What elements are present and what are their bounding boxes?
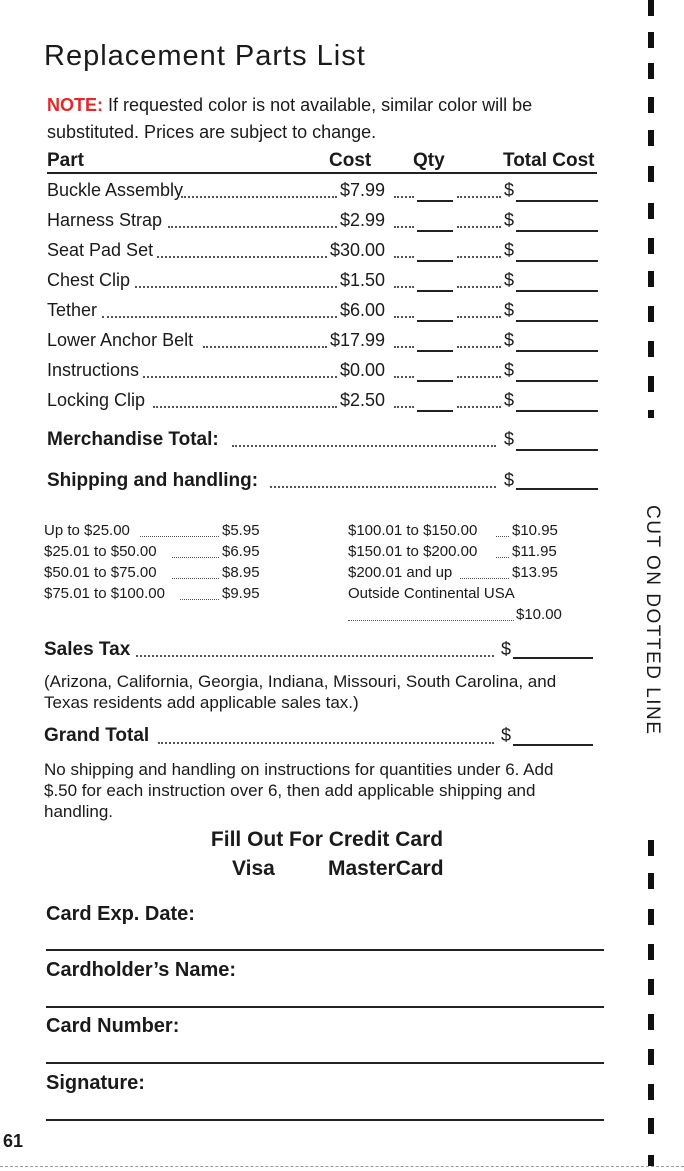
rate-price: $13.95 [512, 564, 558, 581]
grand-total-dollar: $ [501, 725, 512, 745]
rate-price: $6.95 [222, 543, 260, 560]
total-cost-field[interactable] [516, 320, 598, 322]
total-cost-field[interactable] [516, 350, 598, 352]
grand-total-dots [158, 742, 494, 744]
part-cost: $17.99 [330, 330, 386, 350]
header-cost: Cost [329, 150, 372, 171]
rate-dots [496, 557, 509, 558]
note-label: NOTE: [47, 95, 103, 115]
part-cost: $6.00 [340, 300, 386, 320]
shipping-rate-row [44, 585, 272, 602]
signature-field[interactable] [46, 1119, 604, 1121]
part-cost: $0.00 [340, 360, 386, 380]
header-part: Part [47, 150, 84, 171]
rate-price: $5.95 [222, 522, 260, 539]
total-dollar: $ [504, 240, 515, 260]
cardholder-name-field[interactable] [46, 1006, 604, 1008]
cut-dash [648, 1118, 654, 1134]
rate-range: $75.01 to $100.00 [44, 585, 165, 602]
merchandise-total-label: Merchandise Total: [47, 429, 219, 450]
cut-dash [648, 1084, 654, 1100]
shipping-rate-row [348, 543, 562, 560]
cut-dash [648, 63, 654, 79]
qty-dots [394, 286, 414, 288]
part-name: Lower Anchor Belt [47, 330, 194, 350]
cardholder-name-label: Cardholder’s Name: [46, 959, 237, 981]
cut-dash [648, 130, 654, 146]
part-cost: $30.00 [330, 240, 386, 260]
cut-dash [648, 1049, 654, 1065]
total-dots [457, 346, 501, 348]
qty-field[interactable] [417, 230, 453, 232]
sales-tax-dots [136, 655, 494, 657]
card-exp-date-field[interactable] [46, 949, 604, 951]
shipping-rate-row [44, 543, 272, 560]
shipping-field[interactable] [516, 488, 598, 490]
merchandise-total-dots [232, 445, 496, 447]
qty-field[interactable] [417, 260, 453, 262]
part-cost: $1.50 [340, 270, 386, 290]
card-number-label: Card Number: [46, 1015, 180, 1037]
part-name: Tether [47, 300, 98, 320]
total-dollar: $ [504, 270, 515, 290]
qty-dots [394, 346, 414, 348]
part-name: Locking Clip [47, 390, 146, 410]
part-row [47, 390, 599, 416]
part-dots [153, 406, 337, 408]
rate-range: $150.01 to $200.00 [348, 543, 478, 560]
note-paragraph [47, 92, 577, 146]
qty-dots [394, 316, 414, 318]
cut-dash [648, 341, 654, 357]
shipping-rate-row [348, 522, 562, 539]
qty-dots [394, 196, 414, 198]
cut-dash [648, 1014, 654, 1030]
total-dollar: $ [504, 390, 515, 410]
part-name: Buckle Assembly [47, 180, 184, 200]
cut-dash [648, 0, 654, 16]
cut-dash [648, 203, 654, 219]
cut-dash [648, 271, 654, 287]
rate-range: $50.01 to $75.00 [44, 564, 157, 581]
shipping-dots [270, 486, 496, 488]
part-row [47, 330, 599, 356]
grand-total-label: Grand Total [44, 725, 150, 746]
merchandise-dollar: $ [504, 429, 515, 449]
shipping-rate-row [44, 564, 272, 581]
total-dollar: $ [504, 360, 515, 380]
cut-dash [648, 873, 654, 889]
grand-total-field[interactable] [513, 744, 593, 746]
cut-dash [648, 944, 654, 960]
total-dots [457, 406, 501, 408]
sales-tax-note: (Arizona, California, Georgia, Indiana, Missouri, South Carolina, and Texas residents add applicable sales tax.) [44, 672, 557, 712]
part-name: Instructions [47, 360, 140, 380]
signature-label: Signature: [46, 1072, 145, 1094]
visa-option[interactable]: Visa [232, 857, 275, 880]
sales-tax-label: Sales Tax [44, 639, 131, 660]
qty-field[interactable] [417, 200, 453, 202]
outside-continental-price: $10.00 [516, 606, 562, 623]
shipping-note: No shipping and handling on instructions for quantities under 6. Add $.50 for each instruction over 6, then add applicable shipping and handling. [44, 760, 554, 821]
header-qty: Qty [413, 150, 445, 171]
note-text: If requested color is not available, similar color will be substituted. Prices are subject to change. [47, 95, 533, 142]
part-row [47, 240, 599, 266]
rate-price: $8.95 [222, 564, 260, 581]
total-dollar: $ [504, 180, 515, 200]
part-dots [181, 196, 337, 198]
page-title: Replacement Parts List [44, 40, 366, 72]
rate-price: $9.95 [222, 585, 260, 602]
rate-dots [180, 599, 219, 600]
part-row [47, 270, 599, 296]
part-cost: $7.99 [340, 180, 386, 200]
rate-range: $25.01 to $50.00 [44, 543, 157, 560]
sales-tax-field[interactable] [513, 657, 593, 659]
part-row [47, 360, 599, 386]
total-dots [457, 376, 501, 378]
qty-dots [394, 406, 414, 408]
qty-dots [394, 256, 414, 258]
qty-field[interactable] [417, 380, 453, 382]
shipping-rate-row [348, 564, 562, 581]
rate-range: Up to $25.00 [44, 522, 130, 539]
cut-dash [648, 376, 654, 392]
rate-dots [140, 536, 219, 537]
cut-dash [648, 979, 654, 995]
total-cost-field[interactable] [516, 260, 598, 262]
total-dollar: $ [504, 300, 515, 320]
total-dots [457, 256, 501, 258]
part-name: Seat Pad Set [47, 240, 154, 260]
part-name: Chest Clip [47, 270, 131, 290]
cut-dash [648, 306, 654, 322]
total-cost-field[interactable] [516, 380, 598, 382]
part-dots [135, 286, 337, 288]
qty-field[interactable] [417, 290, 453, 292]
shipping-dollar: $ [504, 470, 515, 490]
rate-range: $100.01 to $150.00 [348, 522, 478, 539]
part-name: Harness Strap [47, 210, 163, 230]
total-dollar: $ [504, 210, 515, 230]
part-dots [143, 376, 337, 378]
rate-price: $10.95 [512, 522, 558, 539]
cut-dash [648, 166, 654, 182]
cut-instruction-text: CUT ON DOTTED LINE [642, 505, 663, 736]
cut-instruction [641, 505, 665, 765]
rate-dots [172, 557, 219, 558]
part-dots [102, 316, 337, 318]
total-dots [457, 196, 501, 198]
cut-dash [648, 1155, 654, 1166]
header-total-cost: Total Cost [503, 150, 595, 171]
parts-table-header [47, 150, 597, 174]
cut-dash [648, 410, 654, 418]
part-row [47, 210, 599, 236]
outside-dots [348, 620, 514, 621]
shipping-label: Shipping and handling: [47, 470, 259, 491]
card-exp-date-label: Card Exp. Date: [46, 903, 195, 925]
rate-dots [172, 578, 219, 579]
qty-field[interactable] [417, 320, 453, 322]
rate-range: $200.01 and up [348, 564, 453, 581]
total-cost-field[interactable] [516, 410, 598, 412]
outside-continental-label: Outside Continental USA [348, 585, 515, 602]
qty-field[interactable] [417, 350, 453, 352]
qty-field[interactable] [417, 410, 453, 412]
part-dots [168, 226, 337, 228]
cut-dash [648, 840, 654, 856]
rate-price: $11.95 [512, 543, 557, 560]
sales-tax-dollar: $ [501, 639, 512, 659]
shipping-rate-row [44, 522, 272, 539]
part-dots [157, 256, 327, 258]
total-dots [457, 226, 501, 228]
merchandise-total-field[interactable] [516, 449, 598, 451]
cut-dash [648, 97, 654, 113]
total-cost-field[interactable] [516, 200, 598, 202]
card-number-field[interactable] [46, 1062, 604, 1064]
mastercard-option[interactable]: MasterCard [328, 857, 444, 880]
cut-dash [648, 32, 654, 48]
bottom-cut-line [0, 1166, 684, 1167]
total-cost-field[interactable] [516, 290, 598, 292]
total-cost-field[interactable] [516, 230, 598, 232]
total-dots [457, 316, 501, 318]
qty-dots [394, 226, 414, 228]
cut-dash [648, 909, 654, 925]
rate-dots [496, 536, 509, 537]
part-cost: $2.99 [340, 210, 386, 230]
total-dollar: $ [504, 330, 515, 350]
total-dots [457, 286, 501, 288]
credit-card-heading: Fill Out For Credit Card [210, 828, 444, 851]
page-number: 61 [3, 1131, 24, 1151]
cut-dash [648, 238, 654, 254]
rate-dots [460, 578, 509, 579]
part-row [47, 180, 599, 206]
part-cost: $2.50 [340, 390, 386, 410]
part-row [47, 300, 599, 326]
part-dots [203, 346, 327, 348]
qty-dots [394, 376, 414, 378]
